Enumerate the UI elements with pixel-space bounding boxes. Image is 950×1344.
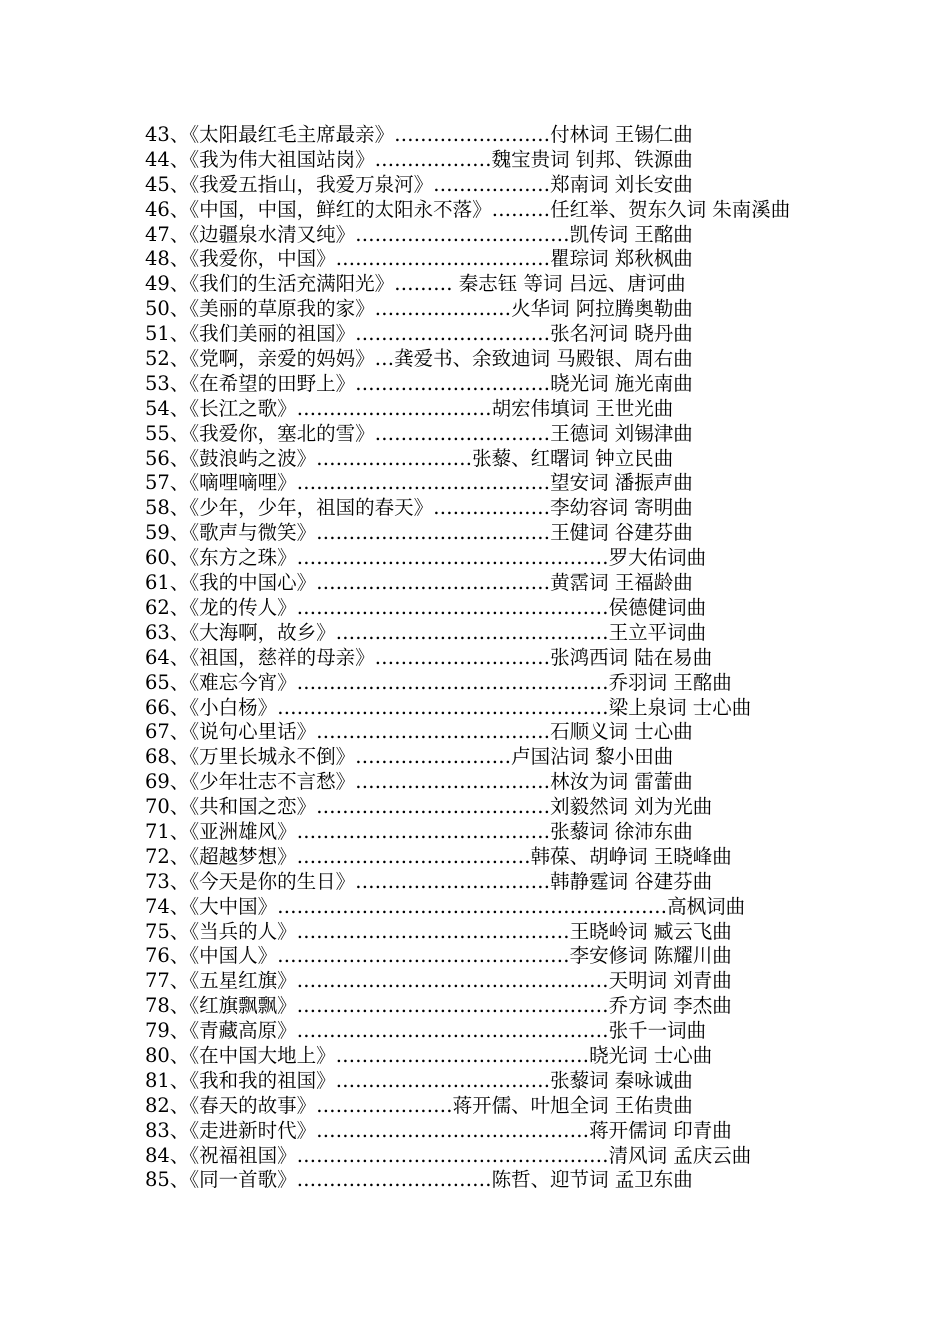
song-entry-85: 85、《同一首歌》…………………………陈哲、迎节词 孟卫东曲 (145, 1168, 693, 1192)
song-entry-73: 73、《今天是你的生日》…………………………韩静霆词 谷建芬曲 (145, 869, 713, 893)
song-entry-49: 49、《我们的生活充满阳光》……… 秦志钰 等词 吕远、唐诃曲 (145, 272, 686, 296)
song-entry-71: 71、《亚洲雄风》…………………………………张藜词 徐沛东曲 (145, 819, 693, 843)
song-entry-72: 72、《超越梦想》………………………………韩葆、胡峥词 王晓峰曲 (145, 844, 732, 868)
song-entry-83: 83、《走进新时代》……………………………………蒋开儒词 印青曲 (145, 1118, 732, 1142)
song-entry-70: 70、《共和国之恋》………………………………刘毅然词 刘为光曲 (145, 795, 713, 819)
song-entry-76: 76、《中国人》………………………………………李安修词 陈耀川曲 (145, 944, 732, 968)
song-entry-61: 61、《我的中国心》………………………………黄霑词 王福龄曲 (145, 571, 693, 595)
song-entry-81: 81、《我和我的祖国》……………………………张藜词 秦咏诚曲 (145, 1068, 693, 1092)
song-entry-64: 64、《祖国，慈祥的母亲》………………………张鸿西词 陆在易曲 (145, 645, 713, 669)
song-entry-63: 63、《大海啊，故乡》……………………………………王立平词曲 (145, 620, 707, 644)
song-entry-60: 60、《东方之珠》…………………………………………罗大佑词曲 (145, 546, 707, 570)
song-entry-69: 69、《少年壮志不言愁》…………………………林汝为词 雷蕾曲 (145, 770, 693, 794)
song-entry-77: 77、《五星红旗》…………………………………………天明词 刘青曲 (145, 969, 732, 993)
song-entry-80: 80、《在中国大地上》…………………………………晓光词 士心曲 (145, 1043, 713, 1067)
song-entry-44: 44、《我为伟大祖国站岗》………………魏宝贵词 钊邦、铁源曲 (145, 147, 693, 171)
song-entry-59: 59、《歌声与微笑》………………………………王健词 谷建芬曲 (145, 521, 693, 545)
song-entry-57: 57、《嘀哩嘀哩》…………………………………望安词 潘振声曲 (145, 471, 693, 495)
song-entry-75: 75、《当兵的人》……………………………………王晓岭词 臧云飞曲 (145, 919, 732, 943)
song-entry-65: 65、《难忘今宵》…………………………………………乔羽词 王酩曲 (145, 670, 732, 694)
song-entry-46: 46、《中国，中国，鲜红的太阳永不落》………任红举、贺东久词 朱南溪曲 (145, 197, 791, 221)
song-entry-48: 48、《我爱你，中国》……………………………瞿琮词 郑秋枫曲 (145, 247, 693, 271)
song-entry-45: 45、《我爱五指山，我爱万泉河》………………郑南词 刘长安曲 (145, 172, 693, 196)
song-entry-67: 67、《说句心里话》………………………………石顺义词 士心曲 (145, 720, 693, 744)
song-entry-82: 82、《春天的故事》…………………蒋开儒、叶旭全词 王佑贵曲 (145, 1093, 693, 1117)
song-entry-53: 53、《在希望的田野上》…………………………晓光词 施光南曲 (145, 371, 693, 395)
song-entry-52: 52、《党啊，亲爱的妈妈》…龚爱书、余致迪词 马殿银、周右曲 (145, 347, 693, 371)
song-entry-66: 66、《小白杨》……………………………………………梁上泉词 士心曲 (145, 695, 752, 719)
song-entry-56: 56、《鼓浪屿之波》……………………张藜、红曙词 钟立民曲 (145, 446, 674, 470)
song-list (145, 123, 810, 1193)
song-entry-58: 58、《少年，少年，祖国的春天》………………李幼容词 寄明曲 (145, 496, 693, 520)
song-entry-62: 62、《龙的传人》…………………………………………侯德健词曲 (145, 595, 707, 619)
song-entry-68: 68、《万里长城永不倒》……………………卢国沾词 黎小田曲 (145, 745, 674, 769)
song-entry-54: 54、《长江之歌》…………………………胡宏伟填词 王世光曲 (145, 396, 674, 420)
song-entry-43: 43、《太阳最红毛主席最亲》……………………付林词 王锡仁曲 (145, 123, 693, 146)
song-entry-84: 84、《祝福祖国》…………………………………………清风词 孟庆云曲 (145, 1143, 752, 1167)
song-entry-74: 74、《大中国》……………………………………………………高枫词曲 (145, 894, 746, 918)
song-entry-78: 78、《红旗飘飘》…………………………………………乔方词 李杰曲 (145, 994, 732, 1018)
song-entry-51: 51、《我们美丽的祖国》…………………………张名河词 晓丹曲 (145, 322, 693, 346)
song-entry-79: 79、《青藏高原》…………………………………………张千一词曲 (145, 1019, 707, 1043)
song-entry-47: 47、《边疆泉水清又纯》……………………………凯传词 王酩曲 (145, 222, 693, 246)
song-entry-55: 55、《我爱你，塞北的雪》………………………王德词 刘锡津曲 (145, 421, 693, 445)
song-entry-50: 50、《美丽的草原我的家》…………………火华词 阿拉腾奥勒曲 (145, 297, 693, 321)
